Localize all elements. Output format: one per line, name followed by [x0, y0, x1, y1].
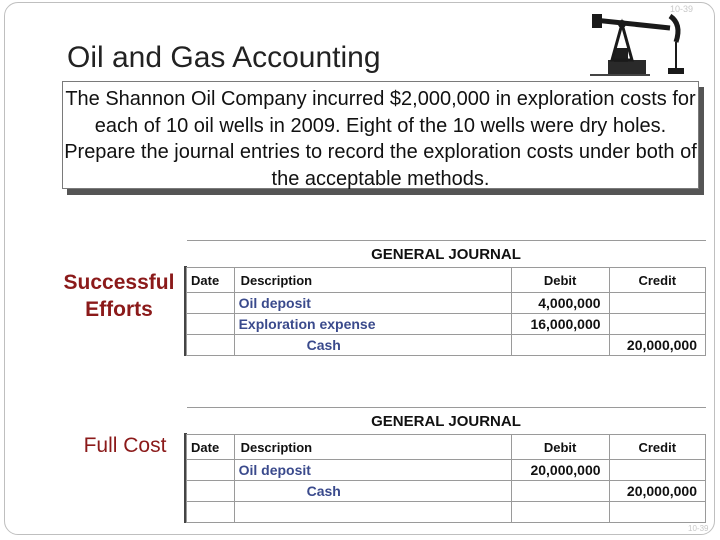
credit-cell: 20,000,000: [609, 481, 705, 502]
table-row: [187, 460, 706, 481]
description-cell: Oil deposit: [234, 293, 511, 314]
oil-pump-icon: [590, 2, 710, 80]
column-header-credit: Credit: [609, 435, 705, 460]
table-row: [187, 314, 706, 335]
general-journal-full-cost: [186, 407, 706, 523]
debit-cell: [511, 502, 609, 523]
table-row: [187, 502, 706, 523]
date-cell: [187, 502, 235, 523]
date-cell: [187, 314, 235, 335]
slide-number-top: 10-39: [670, 4, 694, 14]
problem-statement-box: [62, 81, 699, 189]
date-cell: [187, 293, 235, 314]
description-cell: Cash: [234, 481, 511, 502]
debit-cell: 20,000,000: [511, 460, 609, 481]
method-label-successful-efforts: Successful Efforts: [63, 271, 175, 321]
credit-cell: [609, 293, 705, 314]
column-header-description: Description: [234, 268, 511, 293]
journal-title: GENERAL JOURNAL: [187, 241, 706, 268]
column-header-date: Date: [187, 268, 235, 293]
column-header-description: Description: [234, 435, 511, 460]
table-row: [187, 293, 706, 314]
credit-cell: [609, 314, 705, 335]
slide-number-bottom: 10-39: [688, 524, 709, 533]
description-cell: [234, 502, 511, 523]
date-cell: [187, 460, 235, 481]
column-header-credit: Credit: [609, 268, 705, 293]
journal-title: GENERAL JOURNAL: [187, 408, 706, 435]
description-cell: Cash: [234, 335, 511, 356]
column-header-debit: Debit: [511, 435, 609, 460]
credit-cell: [609, 460, 705, 481]
column-header-debit: Debit: [511, 268, 609, 293]
method-label-full-cost: Full Cost: [83, 434, 167, 457]
debit-cell: 4,000,000: [511, 293, 609, 314]
description-cell: Exploration expense: [234, 314, 511, 335]
problem-statement: The Shannon Oil Company incurred $2,000,000 in exploration costs for each of 10 oil wells in 2009. Eight of the 10 wells were dry holes. Prepare the journal entries to record the exploration costs under both of the acceptable methods.: [64, 88, 697, 190]
date-cell: [187, 335, 235, 356]
column-header-date: Date: [187, 435, 235, 460]
table-row: [187, 481, 706, 502]
table-row: [187, 335, 706, 356]
credit-cell: [609, 502, 705, 523]
debit-cell: [511, 335, 609, 356]
general-journal-successful-efforts: [186, 240, 706, 356]
slide-title: Oil and Gas Accounting: [67, 41, 381, 74]
credit-cell: 20,000,000: [609, 335, 705, 356]
description-cell: Oil deposit: [234, 460, 511, 481]
date-cell: [187, 481, 235, 502]
debit-cell: 16,000,000: [511, 314, 609, 335]
debit-cell: [511, 481, 609, 502]
